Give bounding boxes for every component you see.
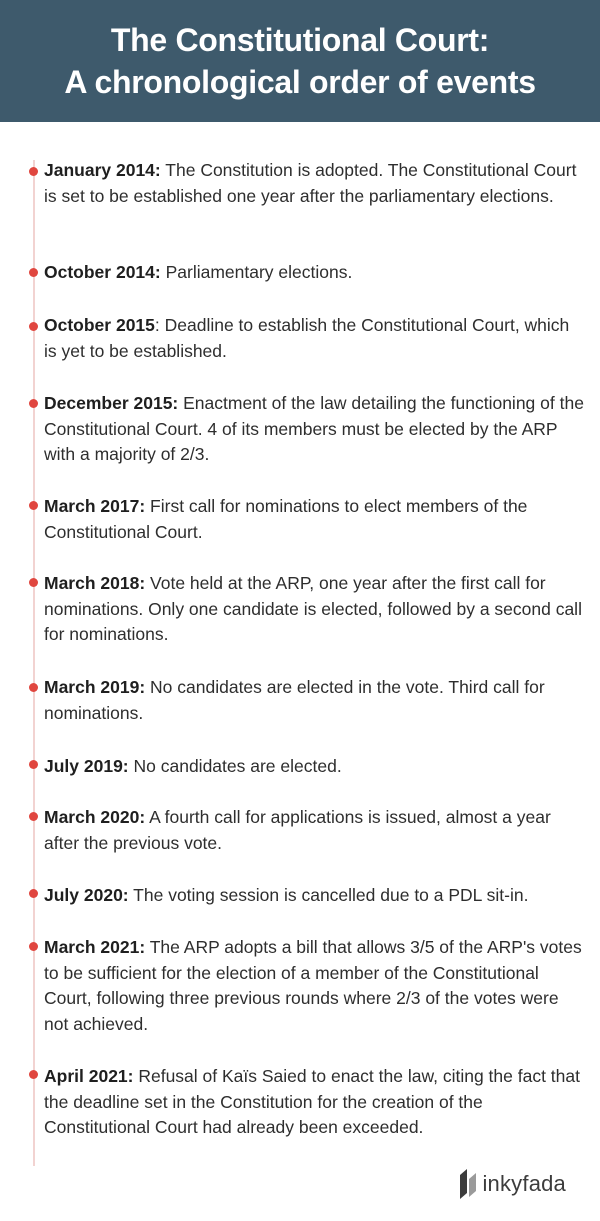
timeline-dot [29,501,38,510]
timeline-event-dec-2015 [44,391,584,468]
event-text: Enactment of the law detailing the functioning of the Constitutional Court. 4 of its members must be elected by the ARP with a majority of 2/3. [44,393,584,464]
timeline-dot [29,812,38,821]
event-date: March 2020: [44,807,146,827]
event-date: March 2018: [44,573,146,593]
timeline-dot [29,578,38,587]
timeline-dot [29,942,38,951]
timeline-event-mar-2020 [44,805,584,856]
event-date: April 2021: [44,1066,134,1086]
timeline-dot [29,268,38,277]
timeline-event-jan-2014 [44,158,584,209]
page-title-line-1: The Constitutional Court: [110,22,490,58]
timeline-event-mar-2018 [44,571,584,648]
timeline-dot [29,399,38,408]
timeline-event-oct-2015 [44,313,584,364]
event-text: The Constitution is adopted. The Constitutional Court is set to be established one year after the parliamentary elections. [44,160,577,206]
event-date: October 2014: [44,262,161,282]
timeline-dot [29,167,38,176]
timeline-event-mar-2019 [44,675,584,726]
event-text: Refusal of Kaïs Saied to enact the law, citing the fact that the deadline set in the Constitution for the creation of the Constitutional Court had already been exceeded. [44,1066,580,1137]
event-text: Vote held at the ARP, one year after the first call for nominations. Only one candidate is elected, followed by a second call for nominations. [44,573,582,644]
event-text: No candidates are elected. [128,756,342,776]
event-date: January 2014: [44,160,161,180]
event-text: Parliamentary elections. [160,262,353,282]
event-date: July 2019: [44,756,129,776]
event-date: March 2021: [44,937,146,957]
event-text: The ARP adopts a bill that allows 3/5 of the ARP's votes to be sufficient for the election of a member of the Constitutional Court, following three previous rounds where 2/3 of the votes were not achieved. [44,937,582,1034]
event-date: March 2019: [44,677,146,697]
event-date: March 2017: [44,496,146,516]
timeline-dot [29,889,38,898]
timeline-event-jul-2020 [44,883,584,909]
event-date: July 2020: [44,885,129,905]
timeline-dot [29,1070,38,1079]
event-text: First call for nominations to elect members of the Constitutional Court. [44,496,528,542]
event-text: : Deadline to establish the Constitutional Court, which is yet to be established. [44,315,570,361]
inkyfada-logo-icon [460,1169,476,1199]
page-title-line-2: A chronological order of events [64,64,536,100]
event-date: December 2015: [44,393,179,413]
timeline-event-apr-2021 [44,1064,584,1141]
event-text: No candidates are elected in the vote. Third call for nominations. [44,677,545,723]
timeline-line [33,160,35,1166]
header-banner [0,0,600,122]
timeline-dot [29,760,38,769]
brand-logo [460,1169,566,1199]
event-date: October 2015 [44,315,155,335]
event-text: A fourth call for applications is issued, almost a year after the previous vote. [44,807,551,853]
timeline-dot [29,322,38,331]
event-text: The voting session is cancelled due to a PDL sit-in. [128,885,529,905]
timeline-event-oct-2014 [44,260,584,286]
timeline-event-mar-2017 [44,494,584,545]
timeline-event-mar-2021 [44,935,584,1037]
brand-name: inkyfada [482,1171,566,1196]
timeline-dot [29,683,38,692]
timeline-event-jul-2019 [44,754,584,780]
